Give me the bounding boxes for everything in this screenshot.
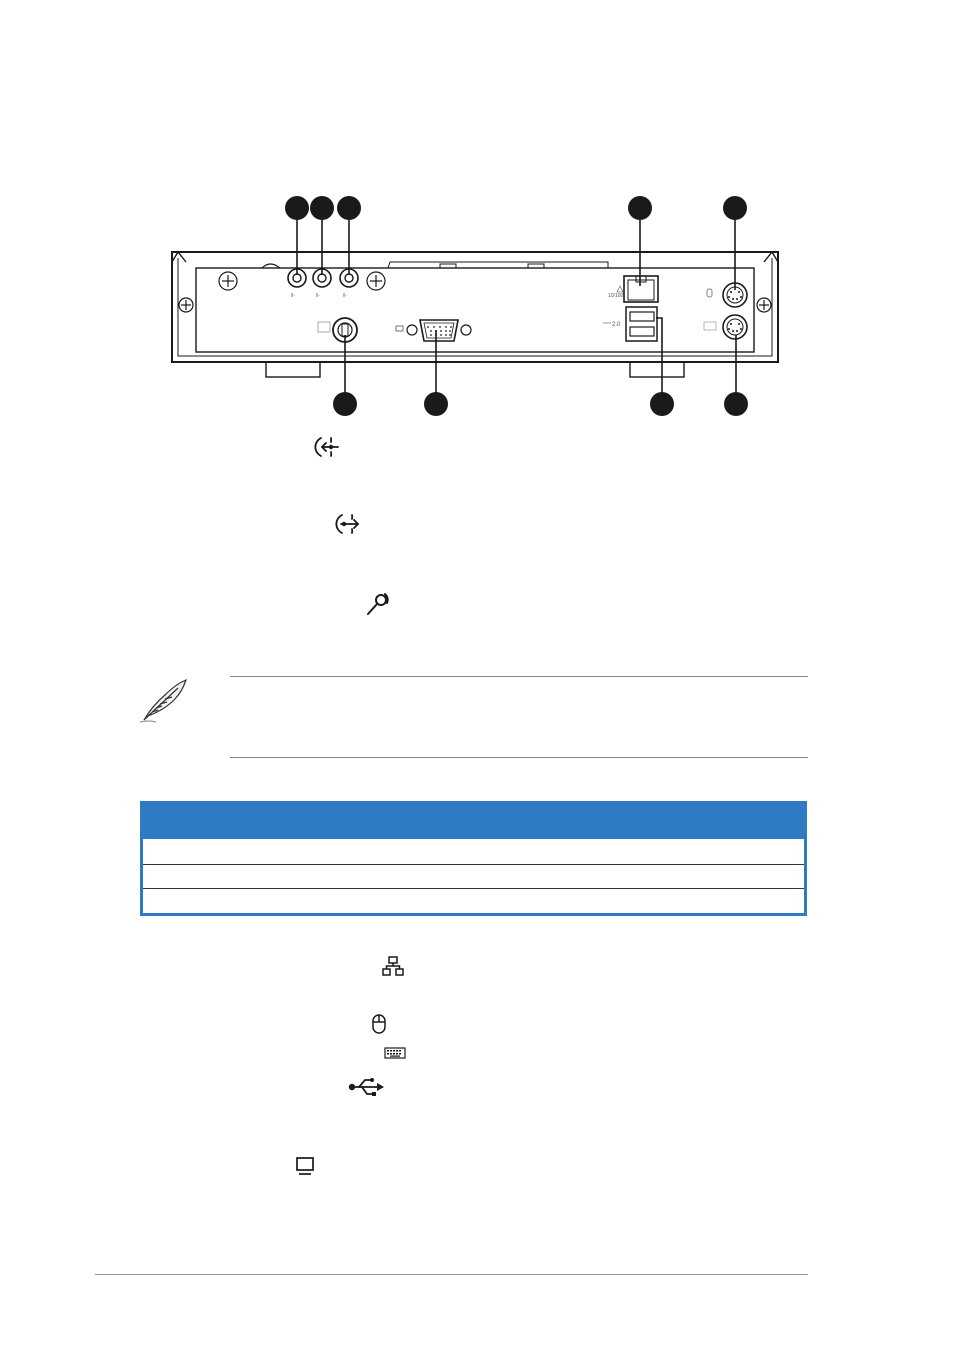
monitor-icon	[295, 1156, 315, 1176]
callout-marker	[337, 196, 361, 220]
table-header	[143, 804, 804, 839]
callout-marker	[285, 196, 309, 220]
keyboard-icon	[384, 1047, 406, 1059]
lan-network-icon	[382, 955, 404, 977]
svg-text:ǁ◦: ǁ◦	[316, 293, 320, 299]
table-row-divider	[143, 864, 804, 865]
svg-text:ǁ◦: ǁ◦	[291, 293, 295, 299]
mouse-icon	[371, 1013, 387, 1035]
note-feather-icon	[138, 676, 190, 724]
note-top-rule	[230, 676, 808, 677]
callout-marker	[424, 392, 448, 416]
page-footer-rule	[95, 1274, 808, 1275]
rj45-speed-label: 10/100	[608, 293, 624, 299]
callout-marker	[723, 196, 747, 220]
usb-version-label: 2.0	[612, 322, 621, 328]
svg-text:ǁ◦: ǁ◦	[343, 293, 347, 299]
audio-config-table	[140, 801, 807, 916]
callout-marker	[650, 392, 674, 416]
line-in-icon	[313, 434, 341, 460]
rear-panel-diagram	[0, 0, 954, 430]
callout-marker	[628, 196, 652, 220]
table-row-divider	[143, 888, 804, 889]
callout-marker	[724, 392, 748, 416]
note-bottom-rule	[230, 757, 808, 758]
line-out-icon	[334, 511, 362, 537]
callout-marker	[333, 392, 357, 416]
usb-icon	[347, 1076, 385, 1098]
callout-marker	[310, 196, 334, 220]
microphone-icon	[364, 592, 390, 618]
